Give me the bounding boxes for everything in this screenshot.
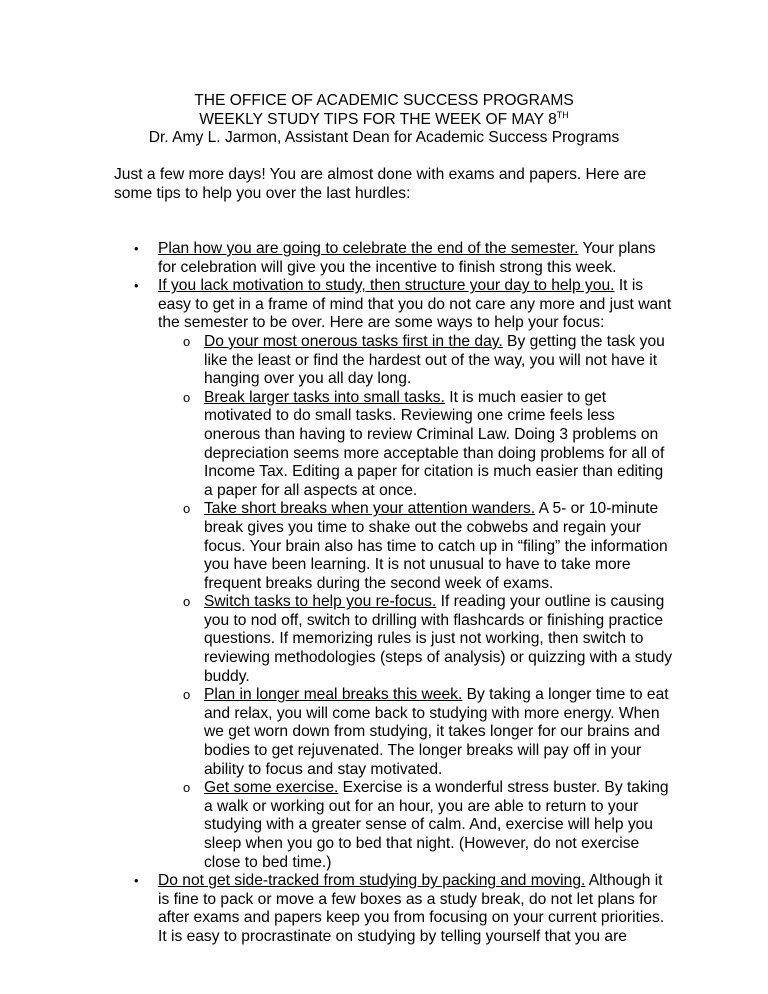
tip-heading: Do not get side-tracked from studying by packing and moving. <box>158 872 586 890</box>
subtip-item <box>158 500 674 593</box>
tip-heading: If you lack motivation to study, then structure your day to help you. <box>158 277 615 295</box>
weekly-tips-title <box>0 111 768 130</box>
subtip-heading: Get some exercise. <box>204 779 339 797</box>
intro-paragraph: Just a few more days! You are almost done with exams and papers. Here are some tips to help you over the last hurdles: <box>114 166 647 202</box>
date-suffix: TH <box>556 109 569 120</box>
tip-body: It is easy to get in a frame of mind that you do not care any more and just want the semester to be over. Here are some ways to help your focus: <box>158 277 672 332</box>
weekly-tips-title-text: WEEKLY STUDY TIPS FOR THE WEEK OF MAY 8 <box>199 110 557 128</box>
tip-body: Although it is fine to pack or move a few boxes as a study break, do not let plans for after exams and papers keep you from focusing on your current priorities. It is easy to procrastinate on studying by telling yourself that you are <box>158 872 665 945</box>
author-line: Dr. Amy L. Jarmon, Assistant Dean for Academic Success Programs <box>148 129 620 147</box>
subtip-body: A 5- or 10-minute break gives you time to shake out the cobwebs and regain your focus. Your brain also has time to catch up in “filing” the information you have been learning. It is not unusual to have to take more frequent breaks during the second week of exams. <box>204 500 668 592</box>
circle-bullet-icon: o <box>183 333 191 349</box>
subtip-heading: Switch tasks to help you re-focus. <box>204 593 437 611</box>
subtip-item <box>158 686 674 779</box>
subtip-item <box>158 779 674 872</box>
subtip-heading: Take short breaks when your attention wanders. <box>204 500 536 518</box>
tips-list <box>114 240 674 947</box>
circle-bullet-icon: o <box>183 780 191 796</box>
bullet-icon: • <box>134 241 139 256</box>
circle-bullet-icon: o <box>183 389 191 405</box>
bullet-icon: • <box>134 873 139 889</box>
tip-item <box>114 872 674 946</box>
document-header <box>0 92 768 148</box>
tip-body: Your plans for celebration will give you the incentive to finish strong this week. <box>158 240 656 276</box>
circle-bullet-icon: o <box>183 501 191 517</box>
circle-bullet-icon: o <box>183 594 191 610</box>
subtips-list <box>158 333 674 872</box>
subtip-body: Exercise is a wonderful stress buster. By taking a walk or working out for an hour, you are able to return to your studying with a greater sense of calm. And, exercise will help you sleep when you go to bed that night. (However, do not exercise close to bed time.) <box>204 779 669 871</box>
subtip-body: If reading your outline is causing you to nod off, switch to drilling with flashcards or finishing practice questions. If memorizing rules is just not working, then switch to reviewing methodologies (steps of analysis) or quizzing with a study buddy. <box>204 593 673 685</box>
tip-heading: Plan how you are going to celebrate the end of the semester. <box>158 240 579 257</box>
subtip-heading: Break larger tasks into small tasks. <box>204 388 445 406</box>
circle-bullet-icon: o <box>183 687 191 703</box>
subtip-heading: Plan in longer meal breaks this week. <box>204 686 463 704</box>
tip-item <box>114 277 674 872</box>
bullet-icon: • <box>134 278 139 294</box>
subtip-item <box>158 389 674 501</box>
office-title: THE OFFICE OF ACADEMIC SUCCESS PROGRAMS <box>194 92 574 109</box>
subtip-body: It is much easier to get motivated to do small tasks. Reviewing one crime feels less onerous than having to review Criminal Law. Doing 3 problems on depreciation seems more acceptable than doing problems for all of Income Tax. Editing a paper for citation is much easier than editing a paper for all aspects at once. <box>204 388 665 499</box>
subtip-heading: Do your most onerous tasks first in the day. <box>204 332 503 350</box>
tip-item <box>114 240 674 277</box>
subtip-item <box>158 593 674 686</box>
subtip-item <box>158 333 674 389</box>
subtip-body: By taking a longer time to eat and relax, you will come back to studying with more energy. When we get worn down from studying, it takes longer for our brains and bodies to get rejuvenated. The longer breaks will pay off in your ability to focus and stay motivated. <box>204 686 669 778</box>
subtip-body: By getting the task you like the least or find the hardest out of the way, you will not have it hanging over you all day long. <box>204 332 665 388</box>
